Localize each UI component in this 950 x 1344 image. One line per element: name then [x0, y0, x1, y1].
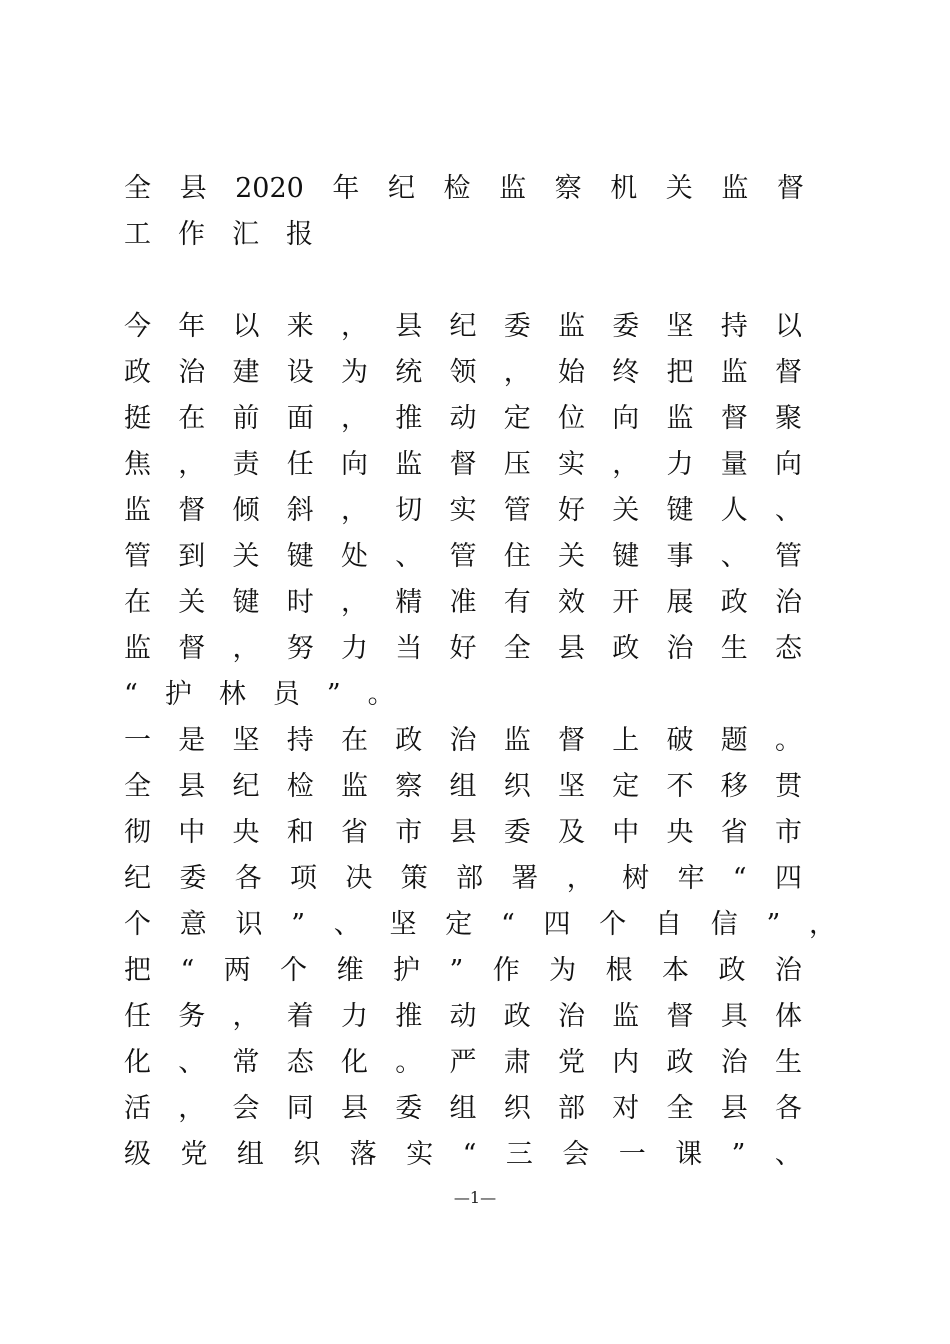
body-line: 政 治 建 设 为 统 领 ， 始 终 把 监 督	[124, 357, 802, 388]
body-line: 监 督 ， 努 力 当 好 全 县 政 治 生 态	[124, 633, 802, 664]
body-line: 任 务 ， 着 力 推 动 政 治 监 督 具 体	[124, 1001, 802, 1032]
title-line: 工 作 汇 报	[124, 219, 313, 250]
body-line: 一 是 坚 持 在 政 治 监 督 上 破 题 。	[124, 725, 802, 756]
body-line: 焦 ， 责 任 向 监 督 压 实 ， 力 量 向	[124, 449, 802, 480]
body-line: 活 ， 会 同 县 委 组 织 部 对 全 县 各	[124, 1093, 802, 1124]
document-body	[124, 304, 844, 1178]
body-line: 彻 中 央 和 省 市 县 委 及 中 央 省 市	[124, 817, 802, 848]
title-line: 全 县 2020 年 纪 检 监 察 机 关 监 督	[124, 173, 804, 204]
body-line: 全 县 纪 检 监 察 组 织 坚 定 不 移 贯	[124, 771, 802, 802]
body-line: 今 年 以 来 ， 县 纪 委 监 委 坚 持 以	[124, 311, 802, 342]
body-line: 在 关 键 时 ， 精 准 有 效 开 展 政 治	[124, 587, 802, 618]
body-line: 监 督 倾 斜 ， 切 实 管 好 关 键 人 、	[124, 495, 802, 526]
body-line: 管 到 关 键 处 、 管 住 关 键 事 、 管	[124, 541, 802, 572]
body-line: 级 党 组 织 落 实 “ 三 会 一 课 ” 、	[124, 1139, 802, 1170]
document-title	[124, 166, 814, 258]
page-number: —1—	[453, 1188, 497, 1207]
body-line: 把 “ 两 个 维 护 ” 作 为 根 本 政 治	[124, 955, 802, 986]
body-line: 化 、 常 态 化 。 严 肃 党 内 政 治 生	[124, 1047, 802, 1078]
body-line: 挺 在 前 面 ， 推 动 定 位 向 监 督 聚	[124, 403, 802, 434]
body-line: 纪 委 各 项 决 策 部 署 ， 树 牢 “ 四	[124, 863, 802, 894]
body-line: “ 护 林 员 ” 。	[124, 679, 395, 710]
body-line: 个 意 识 ” 、 坚 定 “ 四 个 自 信 ” ，	[124, 909, 836, 940]
